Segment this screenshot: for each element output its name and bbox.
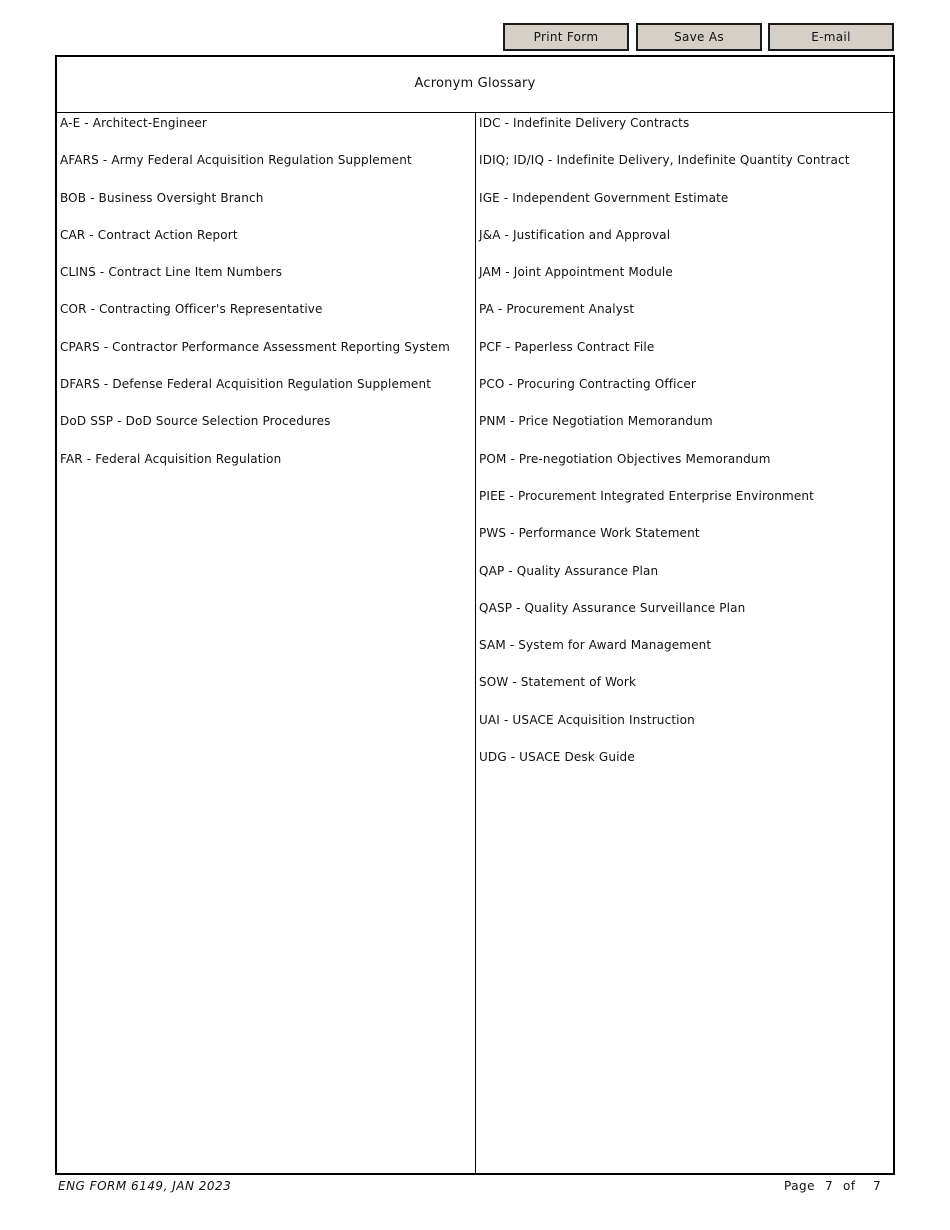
glossary-right-column [479, 113, 889, 784]
glossary-entry: DoD SSP - DoD Source Selection Procedures [60, 414, 331, 429]
glossary-entry: FAR - Federal Acquisition Regulation [60, 451, 282, 466]
glossary-entry: QASP - Quality Assurance Surveillance Plan [479, 600, 746, 615]
glossary-entry: IDIQ; ID/IQ - Indefinite Delivery, Indefinite Quantity Contract [479, 153, 850, 168]
glossary-entry: PCF - Paperless Contract File [479, 339, 655, 354]
glossary-title: Acronym Glossary [57, 57, 893, 113]
glossary-frame [55, 55, 895, 1175]
glossary-entry: DFARS - Defense Federal Acquisition Regulation Supplement [60, 377, 432, 392]
glossary-entry: SAM - System for Award Management [479, 638, 712, 653]
glossary-entry: PA - Procurement Analyst [479, 302, 635, 317]
glossary-entry: COR - Contracting Officer's Representative [60, 302, 323, 317]
glossary-entry: IDC - Indefinite Delivery Contracts [479, 116, 690, 130]
glossary-entry: CLINS - Contract Line Item Numbers [60, 265, 283, 280]
page-of-label: of [843, 1179, 856, 1193]
glossary-entry: IGE - Independent Government Estimate [479, 190, 729, 205]
glossary-entry: J&A - Justification and Approval [479, 227, 671, 242]
glossary-entry: CAR - Contract Action Report [60, 227, 238, 242]
glossary-entry: PWS - Performance Work Statement [479, 526, 700, 541]
save-as-button[interactable]: Save As [636, 23, 762, 51]
page-number: 7 [825, 1179, 834, 1193]
print-form-button[interactable]: Print Form [503, 23, 629, 51]
glossary-left-column [60, 113, 472, 486]
glossary-entry: CPARS - Contractor Performance Assessment Reporting System [60, 339, 450, 354]
glossary-entry: BOB - Business Oversight Branch [60, 190, 264, 205]
page-total: 7 [873, 1179, 882, 1193]
page-label: Page [784, 1179, 816, 1193]
glossary-entry: UDG - USACE Desk Guide [479, 750, 635, 765]
glossary-entry: PNM - Price Negotiation Memorandum [479, 414, 713, 429]
form-identifier: ENG FORM 6149, JAN 2023 [58, 1179, 232, 1193]
glossary-entry: UAI - USACE Acquisition Instruction [479, 712, 695, 727]
column-divider [475, 113, 476, 1173]
glossary-entry: SOW - Statement of Work [479, 675, 637, 690]
glossary-entry: QAP - Quality Assurance Plan [479, 563, 659, 578]
glossary-entry: POM - Pre-negotiation Objectives Memorandum [479, 451, 771, 466]
glossary-entry: A-E - Architect-Engineer [60, 116, 207, 130]
glossary-entry: PCO - Procuring Contracting Officer [479, 377, 696, 392]
glossary-entry: JAM - Joint Appointment Module [479, 265, 673, 280]
glossary-entry: PIEE - Procurement Integrated Enterprise Environment [479, 488, 815, 503]
form-toolbar [503, 23, 894, 51]
glossary-entry: AFARS - Army Federal Acquisition Regulation Supplement [60, 153, 412, 168]
email-button[interactable]: E-mail [768, 23, 894, 51]
